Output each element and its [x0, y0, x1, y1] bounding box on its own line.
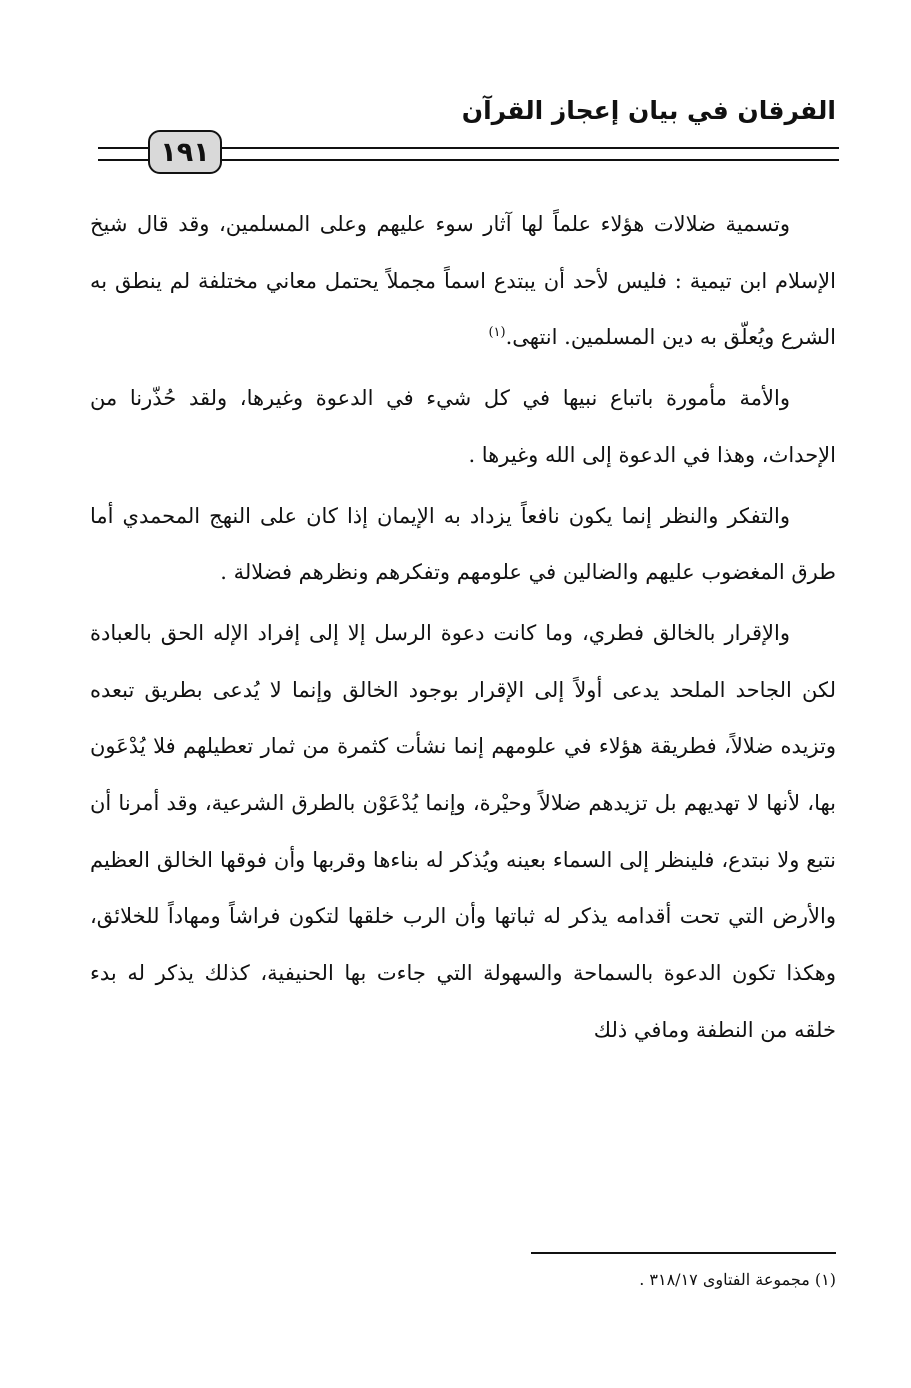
body-text [90, 196, 836, 1059]
paragraph-1 [90, 196, 836, 366]
page-number-badge: ١٩١ [148, 130, 222, 174]
header-rule-left [98, 147, 148, 161]
footnote-reference: (١) [488, 325, 506, 341]
footnote: (١) مجموعة الفتاوى ٣١٨/١٧ . [639, 1270, 836, 1289]
paragraph-2: والأمة مأمورة باتباع نبيها في كل شيء في الدعوة وغيرها، ولقد حُذّرنا من الإحداث، وهذا في الدعوة إلى الله وغيرها . [90, 386, 836, 467]
footnote-separator [531, 1252, 836, 1254]
paragraph-4: والإقرار بالخالق فطري، وما كانت دعوة الرسل إلا إلى إفراد الإله الحق بالعبادة لكن الجاحد الملحد يدعى أولاً إلى الإقرار بوجود الخالق وإنما لا يُدعى بطريق تبعده وتزيده ضلالاً، فطريقة هؤلاء في علومهم إنما نشأت كثمرة من ثمار تعطيلهم فلا يُدْعَون بها، لأنها لا تهديهم بل تزيدهم ضلالاً وحيْرة، وإنما يُدْعَوْن بالطرق الشرعية، وقد أمرنا أن نتبع ولا نبتدع، فلينظر إلى السماء بعينه ويُذكر له بناءها وقربها وأن فوقها الخالق العظيم والأرض التي تحت أقدامه يذكر له ثباتها وأن الرب خلقها لتكون فراشاً ومهاداً للخلائق، وهكذا تكون الدعوة بالسماحة والسهولة التي جاءت بها الحنيفية، كذلك يذكر له بدء خلقه من النطفة ومافي ذلك [90, 620, 836, 1042]
paragraph-3: والتفكر والنظر إنما يكون نافعاً يزداد به الإيمان إذا كان على النهج المحمدي أما طرق المغضوب عليهم والضالين في علومهم وتفكرهم ونظرهم فضلالة . [90, 503, 836, 585]
header-rule-right [222, 147, 839, 161]
paragraph-text: وتسمية ضلالات هؤلاء علماً لها آثار سوء عليهم وعلى المسلمين، وقد قال شيخ الإسلام ابن تيمية : فليس لأحد أن يبتدع اسماً مجملاً يحتمل معاني مختلفة لم ينطق به الشرع ويُعلّق به دين المسلمين. انتهى. [90, 212, 836, 350]
running-title: الفرقان في بيان إعجاز القرآن [461, 96, 836, 125]
